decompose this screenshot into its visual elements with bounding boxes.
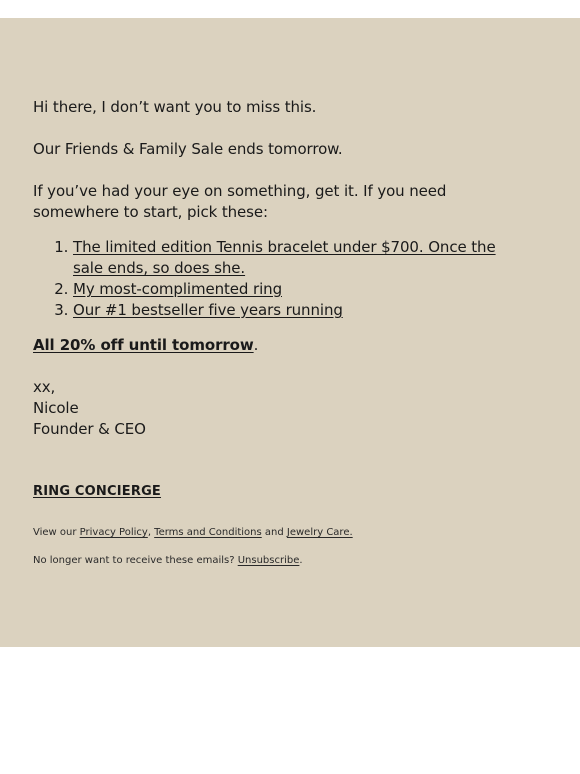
legal-separator: and xyxy=(261,527,287,538)
legal-prefix: View our xyxy=(33,527,80,538)
signoff-name: Nicole xyxy=(33,399,79,417)
email-body xyxy=(0,18,580,647)
legal-links xyxy=(33,526,353,540)
picks-list xyxy=(33,237,513,321)
unsubscribe-link[interactable]: Unsubscribe xyxy=(237,555,300,566)
legal-separator: , xyxy=(147,527,155,538)
list-item xyxy=(73,237,513,279)
list-item xyxy=(73,300,513,321)
signoff-xx: xx, xyxy=(33,378,56,396)
greeting-text: Hi there, I don’t want you to miss this. xyxy=(33,98,317,116)
list-item xyxy=(73,279,513,300)
signoff-title: Founder & CEO xyxy=(33,420,146,438)
jewelry-care-link[interactable]: Jewelry Care. xyxy=(286,527,353,538)
unsubscribe-prefix: No longer want to receive these emails? xyxy=(33,555,238,566)
offer-link[interactable]: All 20% off until tomorrow xyxy=(33,336,254,354)
most-complimented-ring-link[interactable]: My most-complimented ring xyxy=(73,280,282,298)
tennis-bracelet-link[interactable]: The limited edition Tennis bracelet under $700. Once the sale ends, so does she. xyxy=(73,238,496,277)
sale-announcement-text: Our Friends & Family Sale ends tomorrow. xyxy=(33,140,343,158)
signoff xyxy=(33,377,146,440)
unsubscribe-suffix: . xyxy=(299,555,303,566)
brand-link[interactable]: RING CONCIERGE xyxy=(33,484,162,499)
offer-suffix: . xyxy=(253,336,259,354)
terms-link[interactable]: Terms and Conditions xyxy=(154,527,262,538)
offer-line xyxy=(33,335,258,356)
bestseller-link[interactable]: Our #1 bestseller five years running xyxy=(73,301,343,319)
unsubscribe-line xyxy=(33,554,303,568)
privacy-policy-link[interactable]: Privacy Policy xyxy=(79,527,148,538)
intro-text: If you’ve had your eye on something, get it. If you need somewhere to start, pick these: xyxy=(33,182,447,221)
